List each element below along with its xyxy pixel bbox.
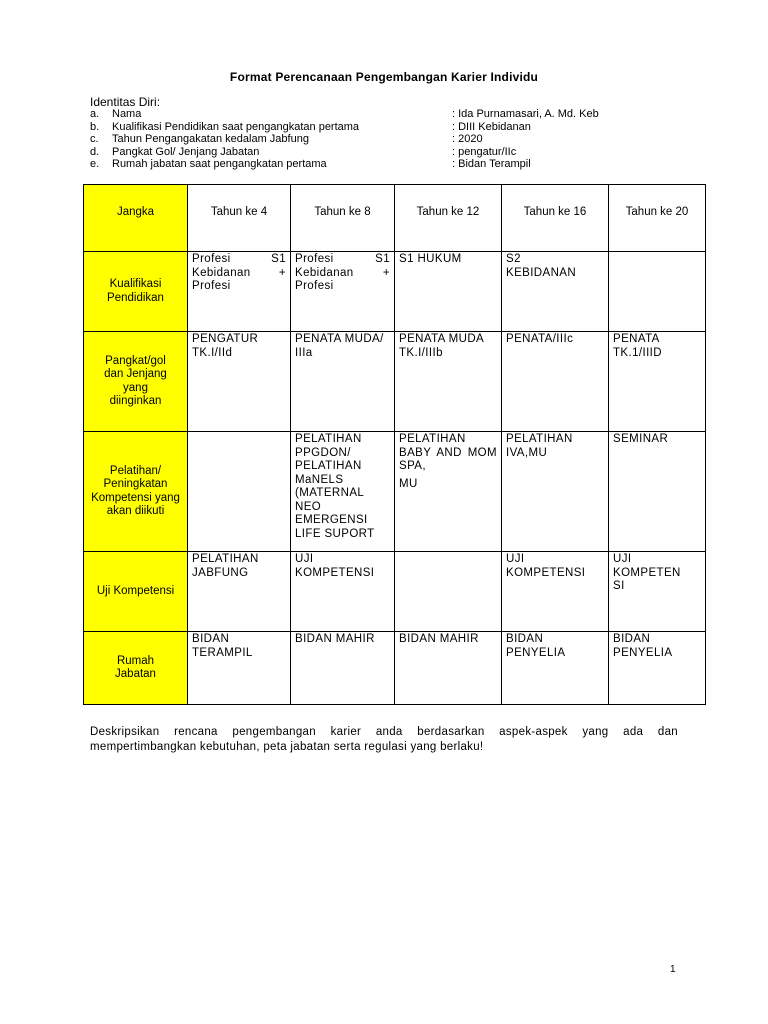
document-title: Format Perencanaan Pengembangan Karier Individu <box>229 70 539 84</box>
header-tahun-4: Tahun ke 4 <box>188 185 291 252</box>
identitas-value: : pengatur/IIc <box>452 145 517 158</box>
identitas-value: : 2020 <box>452 133 483 145</box>
table-cell: PENGATUR TK.I/IId <box>188 332 291 432</box>
header-jangka: Jangka <box>84 185 188 252</box>
table-cell: BIDAN PENYELIA <box>502 632 609 705</box>
table-cell: PELATIHAN JABFUNG <box>188 552 291 632</box>
table-cell: UJI KOMPETEN SI <box>609 552 706 632</box>
table-cell: Profesi S1 Kebidanan + Profesi <box>188 252 291 332</box>
description-paragraph: Deskripsikan rencana pengembangan karier anda berdasarkan aspek-aspek yang ada dan mempertimbangkan kebutuhan, peta jabatan serta regulasi yang berlaku! <box>90 726 678 753</box>
table-cell: PELATIHAN IVA,MU <box>502 432 609 552</box>
table-cell: PENATA MUDA TK.I/IIIb <box>395 332 502 432</box>
table-cell: SEMINAR <box>609 432 706 552</box>
list-letter: b. <box>90 120 100 133</box>
list-letter: c. <box>90 133 99 145</box>
table-cell <box>395 552 502 632</box>
table-cell: BIDAN PENYELIA <box>609 632 706 705</box>
table-header-row <box>84 185 706 252</box>
identitas-pangkat <box>90 146 690 159</box>
table-row <box>84 552 706 632</box>
cell-text-extra: MU <box>399 477 418 490</box>
identitas-label: Pangkat Gol/ Jenjang Jabatan <box>112 145 260 158</box>
table-cell: Profesi S1 Kebidanan + Profesi <box>291 252 395 332</box>
row-label-uji: Uji Kompetensi <box>84 552 188 632</box>
table-cell: S2 KEBIDANAN <box>502 252 609 332</box>
identitas-nama <box>90 108 690 121</box>
row-label-pangkat: Pangkat/gol dan Jenjang yang diinginkan <box>84 332 188 432</box>
career-plan-table <box>83 184 706 705</box>
table-cell <box>609 252 706 332</box>
list-letter: a. <box>90 108 100 120</box>
row-label-pelatihan: Pelatihan/ Peningkatan Kompetensi yang akan diikuti <box>84 432 188 552</box>
table-cell: BIDAN MAHIR <box>395 632 502 705</box>
identitas-kualifikasi <box>90 121 690 134</box>
table-cell: PENATA/IIIc <box>502 332 609 432</box>
table-cell: PELATIHAN PPGDON/ PELATIHAN MaNELS (MATERNAL NEO EMERGENSI LIFE SUPORT <box>291 432 395 552</box>
identitas-rumah-jabatan <box>90 158 690 171</box>
table-cell: PENATA MUDA/ IIIa <box>291 332 395 432</box>
identitas-heading: Identitas Diri: <box>90 95 161 109</box>
table-cell: S1 HUKUM <box>395 252 502 332</box>
table-cell <box>188 432 291 552</box>
table-row <box>84 332 706 432</box>
identitas-label: Rumah jabatan saat pengangkatan pertama <box>112 158 327 170</box>
identitas-tahun <box>90 133 690 146</box>
identitas-label: Tahun Pengangakatan kedalam Jabfung <box>112 133 309 145</box>
identitas-list <box>90 108 690 171</box>
row-label-rumah: Rumah Jabatan <box>84 632 188 705</box>
table-cell <box>395 432 502 552</box>
table-cell: UJI KOMPETENSI <box>291 552 395 632</box>
table-row <box>84 432 706 552</box>
table-cell: BIDAN MAHIR <box>291 632 395 705</box>
identitas-label: Kualifikasi Pendidikan saat pengangkatan pertama <box>112 120 360 133</box>
identitas-value: : Ida Purnamasari, A. Md. Keb <box>452 108 599 120</box>
row-label-kualifikasi: Kualifikasi Pendidikan <box>84 252 188 332</box>
table-cell: BIDAN TERAMPIL <box>188 632 291 705</box>
table-row <box>84 632 706 705</box>
header-tahun-20: Tahun ke 20 <box>609 185 706 252</box>
identitas-value: : Bidan Terampil <box>452 158 531 170</box>
identitas-label: Nama <box>112 108 142 120</box>
page-number: 1 <box>670 964 676 975</box>
header-tahun-16: Tahun ke 16 <box>502 185 609 252</box>
identitas-value: : DIII Kebidanan <box>452 120 531 133</box>
table-cell: UJI KOMPETENSI <box>502 552 609 632</box>
header-tahun-8: Tahun ke 8 <box>291 185 395 252</box>
cell-text: PELATIHAN BABY AND MOM SPA, <box>399 433 497 472</box>
table-cell: PENATA TK.1/IIID <box>609 332 706 432</box>
table-row <box>84 252 706 332</box>
list-letter: d. <box>90 145 100 158</box>
list-letter: e. <box>90 158 100 170</box>
header-tahun-12: Tahun ke 12 <box>395 185 502 252</box>
